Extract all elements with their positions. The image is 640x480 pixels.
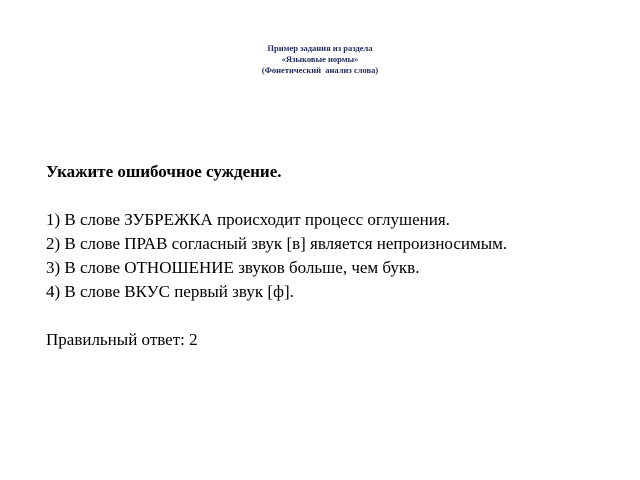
option-2: 2) В слове ПРАВ согласный звук [в] является непроизносимым.	[46, 234, 508, 253]
task-body	[46, 160, 626, 352]
question-text: Укажите ошибочное суждение.	[46, 162, 282, 181]
option-3: 3) В слове ОТНОШЕНИЕ звуков больше, чем букв.	[46, 258, 420, 277]
title-line-1: Пример задания из раздела	[267, 43, 373, 53]
title-line-2: «Языковые нормы»	[281, 54, 359, 64]
title-line-3: (Фонетический анализ слова)	[261, 65, 379, 75]
options-list	[46, 208, 626, 304]
option-1: 1) В слове ЗУБРЕЖКА происходит процесс оглушения.	[46, 210, 450, 229]
correct-answer: Правильный ответ: 2	[46, 330, 198, 349]
slide-title	[0, 43, 640, 76]
option-4: 4) В слове ВКУС первый звук [ф].	[46, 282, 294, 301]
